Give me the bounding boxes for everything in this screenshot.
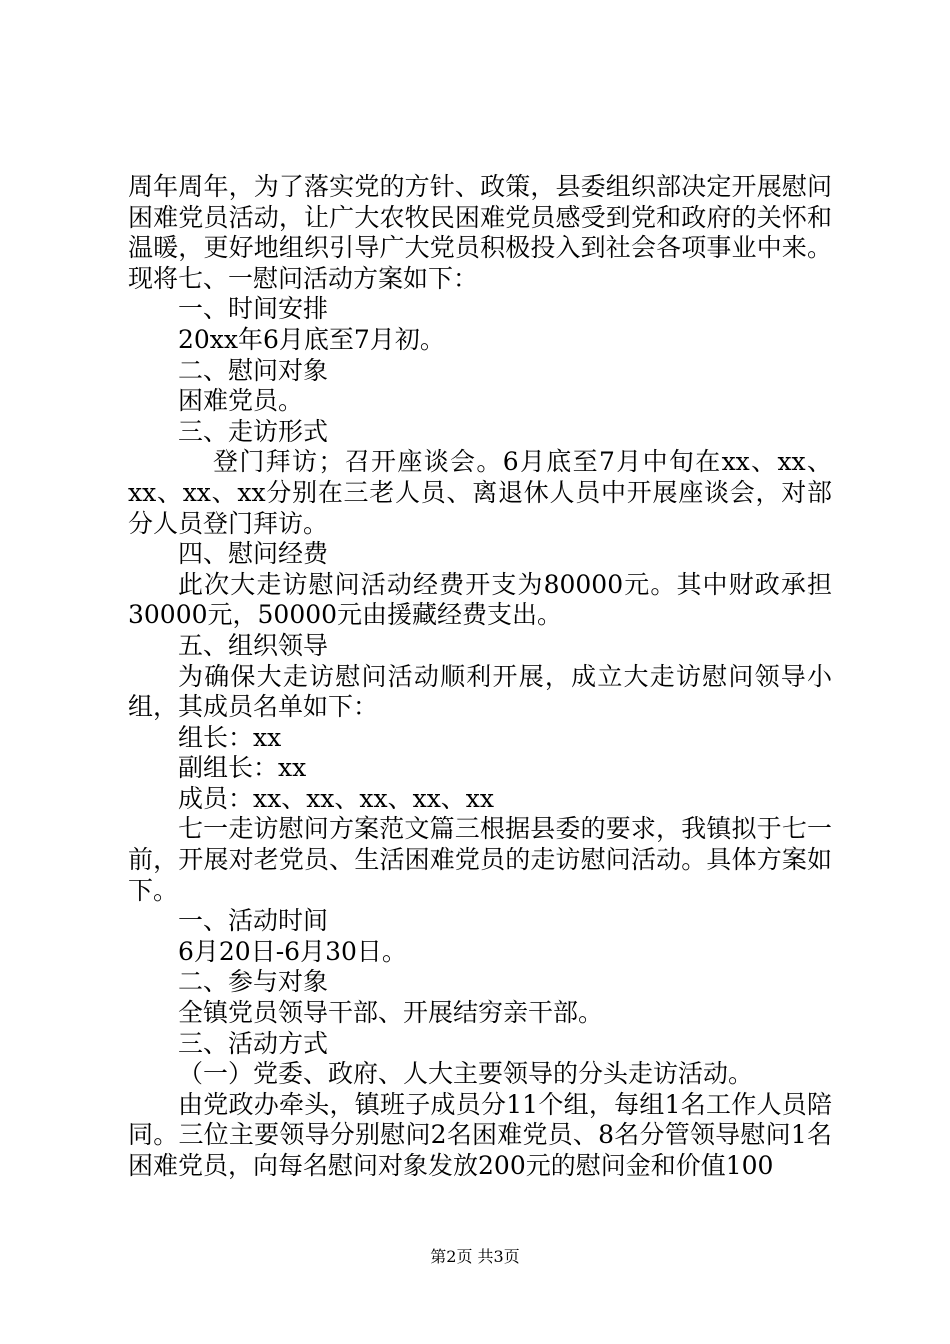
paragraph: 二、慰问对象 — [178, 355, 329, 385]
paragraph: 副组长：xx — [178, 753, 307, 783]
paragraph: 四、慰问经费 — [178, 539, 329, 569]
paragraph: 五、组织领导 — [178, 630, 329, 660]
paragraph: 全镇党员领导干部、开展结穷亲干部。 — [178, 998, 604, 1028]
paragraph: 20xx年6月底至7月初。 — [178, 324, 445, 354]
paragraph: 三、走访形式 — [178, 416, 329, 446]
paragraph: （一）党委、政府、人大主要领导的分头走访活动。 — [178, 1059, 754, 1089]
paragraph: 七一走访慰问方案范文篇三根据县委的要求，我镇拟于七一前，开展对老党员、生活困难党员的走访慰问活动。具体方案如下。 — [128, 814, 832, 905]
paragraph: 周年周年，为了落实党的方针、政策，县委组织部决定开展慰问困难党员活动，让广大农牧民困难党员感受到党和政府的关怀和温暖，更好地组织引导广大党员积极投入到社会各项事业中来。现将七、一慰问活动方案如下： — [128, 172, 832, 293]
paragraph: 为确保大走访慰问活动顺利开展，成立大走访慰问领导小组，其成员名单如下： — [128, 661, 832, 722]
paragraph: 困难党员。 — [178, 386, 304, 416]
paragraph: 由党政办牵头，镇班子成员分11个组，每组1名工作人员陪同。三位主要领导分别慰问2名困难党员、8名分管领导慰问1名困难党员，向每名慰问对象发放200元的慰问金和价值100 — [128, 1089, 832, 1180]
paragraph: 6月20日-6月30日。 — [178, 936, 407, 966]
paragraph: 三、活动方式 — [178, 1028, 329, 1058]
paragraph: 组长：xx — [178, 722, 282, 752]
page-footer: 第2页 共3页 — [430, 1247, 520, 1266]
paragraph: 此次大走访慰问活动经费开支为80000元。其中财政承担30000元，50000元由援藏经费支出。 — [128, 569, 832, 630]
document-body — [128, 172, 832, 1182]
paragraph: 二、参与对象 — [178, 967, 329, 997]
paragraph: 登门拜访；召开座谈会。6月底至7月中旬在xx、xx、xx、xx、xx分别在三老人员、离退休人员中开展座谈会，对部分人员登门拜访。 — [128, 447, 832, 538]
paragraph: 成员：xx、xx、xx、xx、xx — [178, 783, 494, 813]
paragraph: 一、活动时间 — [178, 906, 329, 936]
paragraph: 一、时间安排 — [178, 294, 329, 324]
